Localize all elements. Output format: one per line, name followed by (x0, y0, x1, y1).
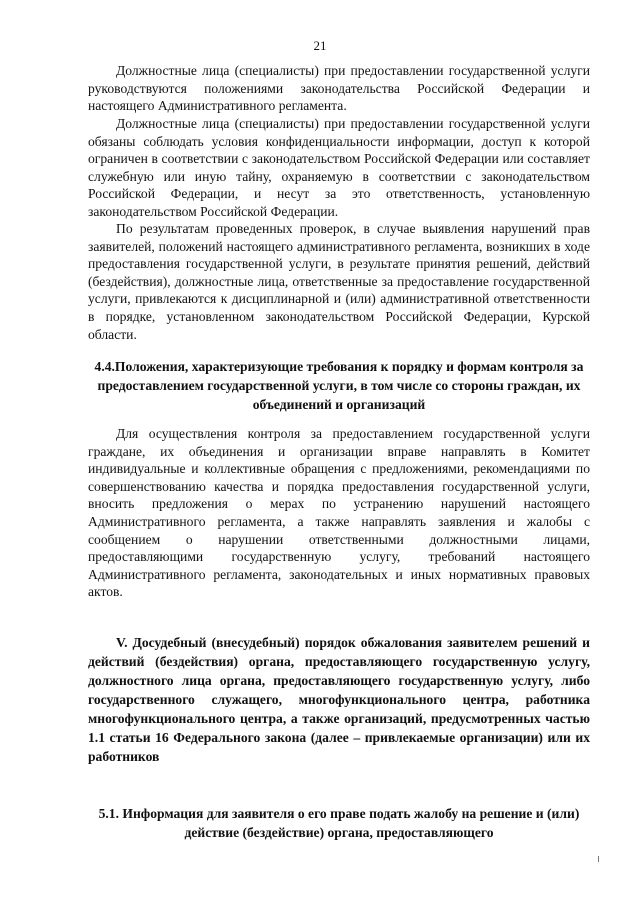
page-number: 21 (313, 38, 327, 53)
section-4-4-heading: 4.4.Положения, характеризующие требования к порядку и формам контроля за предоставлением государственной услуги, в том числе со стороны граждан, их объединений и организаций (94, 359, 584, 412)
paragraph-confidentiality: Должностные лица (специалисты) при предоставлении государственной услуги обязаны соблюдать условия конфиденциальности информации, доступ к которой ограничен в соответствии с законодательством Российской Федерации или составляет служебную или иную тайну, охраняемую в соответствии с законодательством Российской Федерации, и несут за это ответственность, установленную законодательством Российской Федерации. (88, 116, 590, 219)
section-v-heading: V. Досудебный (внесудебный) порядок обжалования заявителем решений и действий (бездействия) органа, предоставляющего государственную услугу, должностного лица органа, предоставляющего государственную услугу, либо государственного служащего, многофункционального центра, работника многофункционального центра, а также организаций, предусмотренных частью 1.1 статьи 16 Федерального закона (далее – привлекаемые организации) или их работников (88, 635, 590, 764)
paragraph-officials-guidance: Должностные лица (специалисты) при предоставлении государственной услуги руководствуются положениями законодательства Российской Федерации и настоящего Административного регламента. (88, 63, 590, 114)
section-5-1-heading: 5.1. Информация для заявителя о его праве подать жалобу на решение и (или) действие (бездействие) органа, предоставляющего (98, 806, 580, 840)
section-4-4-text: Для осуществления контроля за предоставлением государственной услуги граждане, их объединения и организации вправе направлять в Комитет индивидуальные и коллективные обращения с предложениями, рекомендациями по совершенствованию качества и порядка предоставления государственной услуги, вносить предложения о мерах по устранению нарушений настоящего Административного регламента, а также направлять заявления и жалобы с сообщением о нарушении ответственными должностными лицами, предоставляющими государственную услугу, требований настоящего Административного регламента, законодательных и иных нормативных правовых актов. (88, 426, 590, 600)
paragraph-inspection-results: По результатам проведенных проверок, в случае выявления нарушений прав заявителей, положений настоящего административного регламента, возникших в ходе предоставления государственной услуги, в результате принятия решений, действий (бездействия), должностные лица, ответственные за предоставление государственной услуги, привлекаются к дисциплинарной и (или) административной ответственности в порядке, установленном законодательством Российской Федерации, Курской области. (88, 221, 590, 342)
scan-mark (598, 856, 599, 862)
